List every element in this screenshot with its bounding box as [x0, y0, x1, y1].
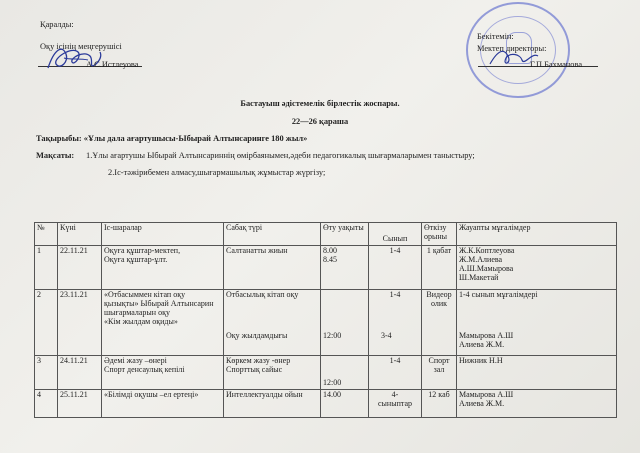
row-teachers: Ж.К.Коптлеуова Ж.М.Алиева А.Ш.Мамырова Ш.Макетай — [457, 246, 617, 290]
header-type: Сабақ түрі — [224, 223, 321, 246]
agreed-signature — [44, 40, 104, 76]
table-row — [35, 356, 617, 390]
header-teachers: Жауапты мұғалімдер — [457, 223, 617, 246]
agreed-position: Оқу ісінің меңгерушісі — [40, 42, 122, 51]
row-type: Интеллектуалды ойын — [224, 390, 321, 418]
plan-table — [34, 222, 617, 418]
header-event: Іс-шаралар — [102, 223, 224, 246]
row-place: 12 каб — [422, 390, 457, 418]
agreed-label: Қаралды: — [40, 20, 74, 29]
row-date: 24.11.21 — [58, 356, 102, 390]
row-grade-a: 1-4 — [389, 290, 401, 299]
header-num: № — [35, 223, 58, 246]
row-type: Көркем жазу -өнер Спорттық сайыс — [224, 356, 321, 390]
row-time — [321, 290, 369, 356]
header-date: Күні — [58, 223, 102, 246]
document-dates: 22—26 қараша — [291, 117, 349, 126]
row-type-a: Отбасылық кітап оқу — [226, 290, 299, 299]
row-grade — [369, 290, 422, 356]
row-grade-b: 3-4 — [381, 331, 392, 340]
row-event: Әдемі жазу –өнері Спорт денсаулық кепілі — [102, 356, 224, 390]
document-title: Бастауыш әдістемелік бірлестік жоспары. — [240, 99, 400, 108]
document-topic: Тақырыбы: «Ұлы дала ағартушысы-Ыбырай Алтынсаринге 180 жыл» — [36, 134, 308, 143]
row-grade: 1-4 — [369, 356, 422, 390]
row-event: «Отбасыммен кітап оқу қызықты» Ыбырай Алтынсарин шығармаларын оқу «Кім жылдам оқиды» — [102, 290, 224, 356]
row-num: 2 — [35, 290, 58, 356]
row-place: 1 қабат — [422, 246, 457, 290]
row-time: 14.00 — [321, 390, 369, 418]
row-type: Салтанатты жиын — [224, 246, 321, 290]
header-place: Өткізу орыны — [422, 223, 457, 246]
row-teachers — [457, 290, 617, 356]
row-event: Оқуға құштар-мектеп, Оқуға құштар-ұлт. — [102, 246, 224, 290]
goal-1: 1.Ұлы ағартушы Ыбырай Алтынсариннің өмірбаянымен,әдеби педагогикалық шығармаларымен таныстыру; — [86, 151, 475, 160]
row-teachers-b: Мамырова А.Ш Алиева Ж.М. — [459, 331, 514, 349]
approved-position: Мектеп директоры: — [477, 44, 547, 53]
row-date: 22.11.21 — [58, 246, 102, 290]
row-grade: 1-4 — [369, 246, 422, 290]
row-grade: 4- сыныптар — [369, 390, 422, 418]
row-time: 8.00 8.45 — [321, 246, 369, 290]
row-num: 3 — [35, 356, 58, 390]
table-row — [35, 290, 617, 356]
table-row — [35, 390, 617, 418]
row-date: 25.11.21 — [58, 390, 102, 418]
approved-name: Г.П.Бахманова — [530, 60, 583, 69]
row-place: Видеор олик — [422, 290, 457, 356]
goal-2: 2.Іс-тәжірибемен алмасу,шығармашылық жұмыстар жүргізу; — [108, 168, 326, 177]
row-event: «Білімді оқушы –ел ертеңі» — [102, 390, 224, 418]
table-header-row — [35, 223, 617, 246]
row-teachers: Нижник Н.Н — [457, 356, 617, 390]
header-grade: Сынып — [369, 223, 422, 246]
row-place: Спорт зал — [422, 356, 457, 390]
agreed-name: А.С.Истлеуова — [86, 60, 139, 69]
row-teachers: Мамырова А.Ш Алиева Ж.М. — [457, 390, 617, 418]
row-num: 4 — [35, 390, 58, 418]
approved-label: Бекітемін: — [477, 32, 514, 41]
table-row — [35, 246, 617, 290]
row-time: 12:00 — [321, 356, 369, 390]
row-date: 23.11.21 — [58, 290, 102, 356]
row-num: 1 — [35, 246, 58, 290]
row-type — [224, 290, 321, 356]
row-teachers-a: 1-4 сынып мұғалімдері — [459, 290, 538, 299]
row-type-b: Оқу жылдамдығы — [226, 331, 288, 340]
row-time-b: 12:00 — [323, 331, 342, 340]
goal-label: Мақсаты: — [36, 151, 75, 160]
header-time: Өту уақыты — [321, 223, 369, 246]
